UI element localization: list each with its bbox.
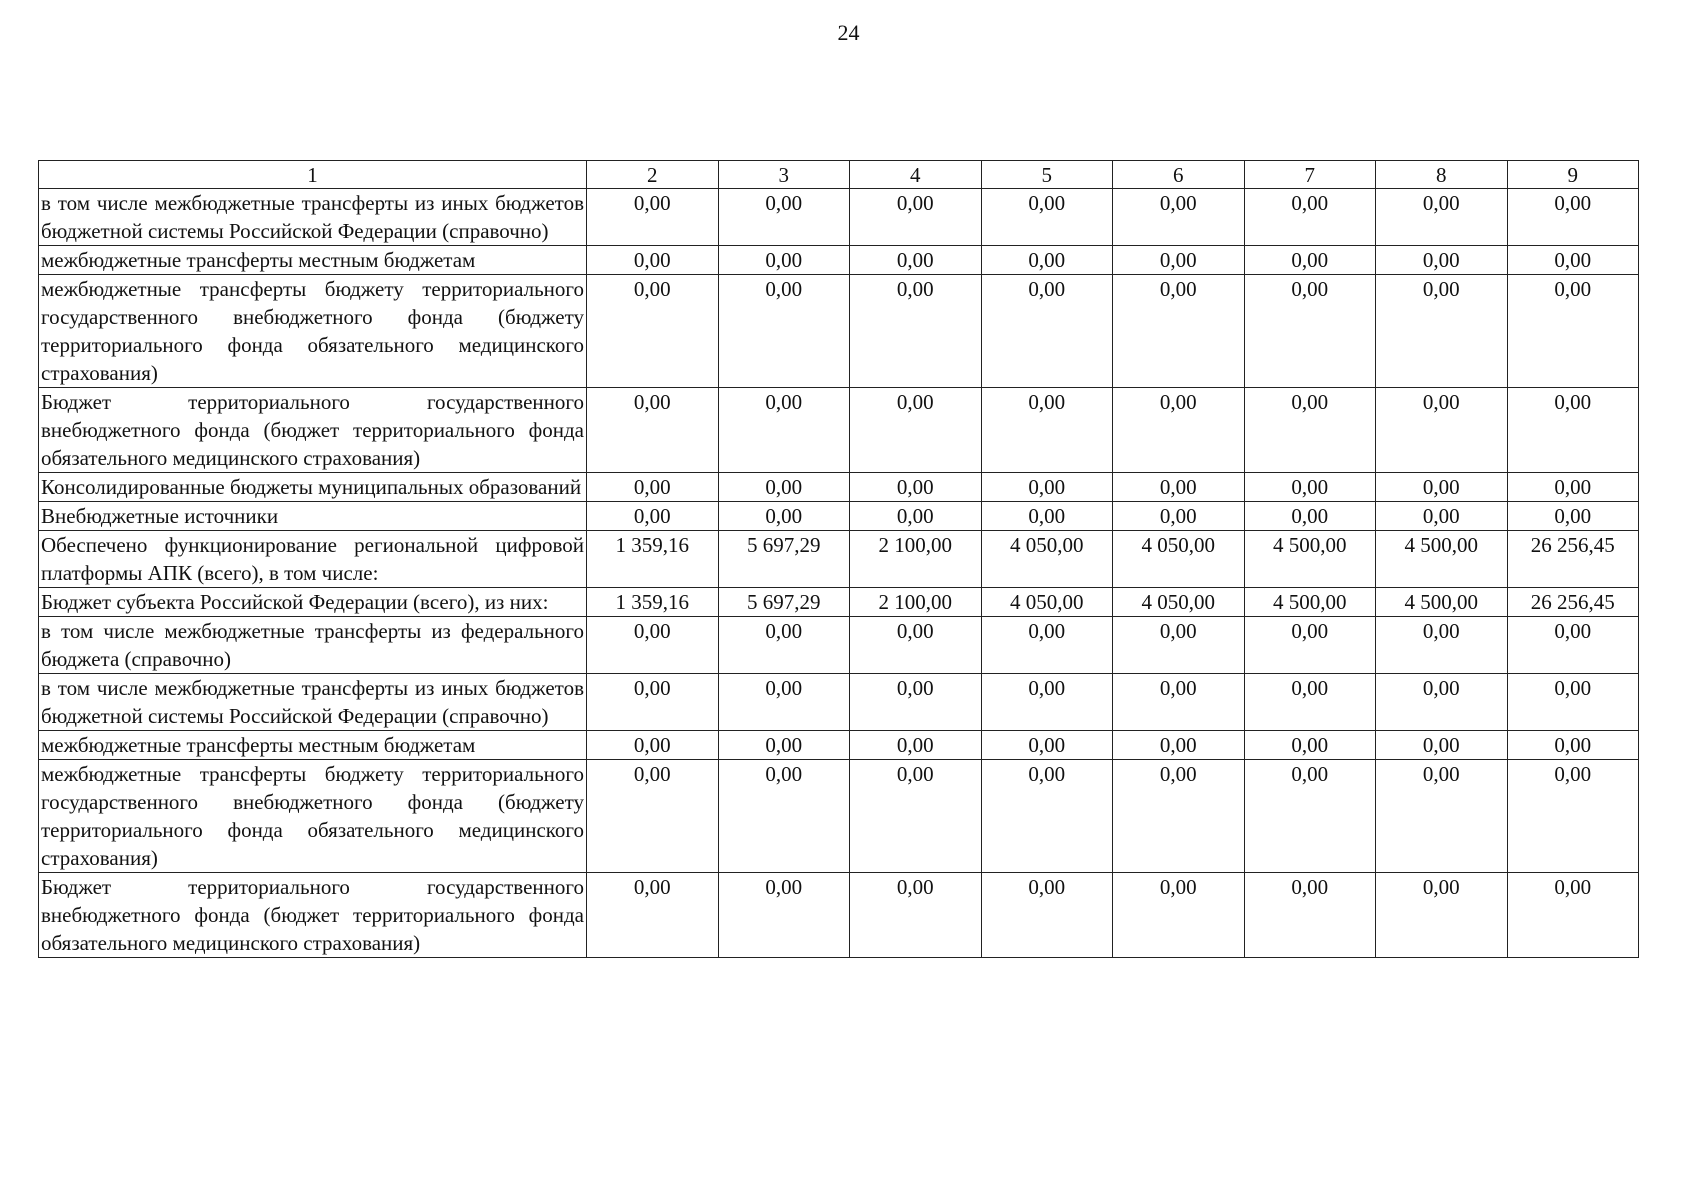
value-cell: 0,00 xyxy=(1113,246,1245,275)
value-cell: 4 050,00 xyxy=(981,531,1113,588)
value-cell: 1 359,16 xyxy=(587,588,719,617)
value-cell: 0,00 xyxy=(587,388,719,473)
value-cell: 0,00 xyxy=(1507,473,1639,502)
table-row xyxy=(39,246,1639,275)
value-cell: 2 100,00 xyxy=(850,588,982,617)
value-cell: 0,00 xyxy=(587,617,719,674)
value-cell: 0,00 xyxy=(1507,760,1639,873)
value-cell: 0,00 xyxy=(981,502,1113,531)
value-cell: 0,00 xyxy=(1507,873,1639,958)
value-cell: 0,00 xyxy=(981,246,1113,275)
column-header: 3 xyxy=(718,161,850,189)
value-cell: 0,00 xyxy=(1376,189,1508,246)
value-cell: 4 050,00 xyxy=(981,588,1113,617)
value-cell: 5 697,29 xyxy=(718,588,850,617)
value-cell: 0,00 xyxy=(718,189,850,246)
table-row xyxy=(39,275,1639,388)
value-cell: 0,00 xyxy=(718,617,850,674)
value-cell: 0,00 xyxy=(587,731,719,760)
value-cell: 0,00 xyxy=(981,731,1113,760)
value-cell: 0,00 xyxy=(1376,246,1508,275)
value-cell: 0,00 xyxy=(1244,873,1376,958)
value-cell: 0,00 xyxy=(850,760,982,873)
value-cell: 0,00 xyxy=(850,388,982,473)
value-cell: 0,00 xyxy=(1376,731,1508,760)
value-cell: 0,00 xyxy=(1244,760,1376,873)
value-cell: 4 500,00 xyxy=(1244,588,1376,617)
value-cell: 0,00 xyxy=(850,674,982,731)
value-cell: 0,00 xyxy=(1507,502,1639,531)
value-cell: 0,00 xyxy=(981,388,1113,473)
value-cell: 0,00 xyxy=(587,873,719,958)
value-cell: 0,00 xyxy=(1244,473,1376,502)
value-cell: 0,00 xyxy=(850,473,982,502)
table-row xyxy=(39,473,1639,502)
value-cell: 4 500,00 xyxy=(1376,588,1508,617)
column-header: 9 xyxy=(1507,161,1639,189)
column-header: 6 xyxy=(1113,161,1245,189)
value-cell: 0,00 xyxy=(718,760,850,873)
row-label: в том числе межбюджетные трансферты из иных бюджетов бюджетной системы Российской Федерации (справочно) xyxy=(39,674,587,731)
value-cell: 0,00 xyxy=(1507,189,1639,246)
row-label: в том числе межбюджетные трансферты из иных бюджетов бюджетной системы Российской Федерации (справочно) xyxy=(39,189,587,246)
row-label: Внебюджетные источники xyxy=(39,502,587,531)
value-cell: 0,00 xyxy=(1507,674,1639,731)
value-cell: 0,00 xyxy=(1376,674,1508,731)
table-row xyxy=(39,388,1639,473)
value-cell: 0,00 xyxy=(981,275,1113,388)
value-cell: 0,00 xyxy=(718,388,850,473)
value-cell: 0,00 xyxy=(981,760,1113,873)
table-row xyxy=(39,588,1639,617)
column-header: 8 xyxy=(1376,161,1508,189)
column-header: 5 xyxy=(981,161,1113,189)
value-cell: 4 050,00 xyxy=(1113,531,1245,588)
table-row xyxy=(39,731,1639,760)
row-label: Бюджет территориального государственного внебюджетного фонда (бюджет территориального фонда обязательного медицинского страхования) xyxy=(39,388,587,473)
value-cell: 0,00 xyxy=(1113,873,1245,958)
table-row xyxy=(39,760,1639,873)
value-cell: 0,00 xyxy=(850,731,982,760)
column-header: 7 xyxy=(1244,161,1376,189)
value-cell: 0,00 xyxy=(1244,674,1376,731)
value-cell: 4 500,00 xyxy=(1376,531,1508,588)
value-cell: 0,00 xyxy=(587,473,719,502)
value-cell: 0,00 xyxy=(1113,502,1245,531)
value-cell: 0,00 xyxy=(1113,617,1245,674)
value-cell: 4 500,00 xyxy=(1244,531,1376,588)
value-cell: 0,00 xyxy=(981,473,1113,502)
value-cell: 1 359,16 xyxy=(587,531,719,588)
row-label: Обеспечено функционирование региональной цифровой платформы АПК (всего), в том числе: xyxy=(39,531,587,588)
value-cell: 0,00 xyxy=(1507,388,1639,473)
value-cell: 0,00 xyxy=(1113,731,1245,760)
value-cell: 26 256,45 xyxy=(1507,531,1639,588)
value-cell: 0,00 xyxy=(718,731,850,760)
value-cell: 0,00 xyxy=(718,674,850,731)
row-label: межбюджетные трансферты местным бюджетам xyxy=(39,731,587,760)
table-row xyxy=(39,873,1639,958)
column-header: 1 xyxy=(39,161,587,189)
value-cell: 0,00 xyxy=(1376,873,1508,958)
value-cell: 2 100,00 xyxy=(850,531,982,588)
value-cell: 0,00 xyxy=(850,275,982,388)
row-label: межбюджетные трансферты бюджету территориального государственного внебюджетного фонда (бюджету территориального фонда обязательного медицинского страхования) xyxy=(39,275,587,388)
value-cell: 0,00 xyxy=(1113,473,1245,502)
row-label: Бюджет территориального государственного внебюджетного фонда (бюджет территориального фонда обязательного медицинского страхования) xyxy=(39,873,587,958)
table-header xyxy=(39,161,1639,189)
value-cell: 0,00 xyxy=(850,617,982,674)
value-cell: 0,00 xyxy=(850,246,982,275)
value-cell: 0,00 xyxy=(1507,246,1639,275)
page-number: 24 xyxy=(837,20,860,45)
value-cell: 0,00 xyxy=(981,873,1113,958)
value-cell: 0,00 xyxy=(1376,275,1508,388)
value-cell: 0,00 xyxy=(1113,674,1245,731)
table-body xyxy=(39,189,1639,958)
value-cell: 0,00 xyxy=(1507,731,1639,760)
table-row xyxy=(39,617,1639,674)
value-cell: 0,00 xyxy=(587,674,719,731)
row-label: межбюджетные трансферты бюджету территориального государственного внебюджетного фонда (бюджету территориального фонда обязательного медицинского страхования) xyxy=(39,760,587,873)
value-cell: 0,00 xyxy=(718,502,850,531)
value-cell: 0,00 xyxy=(1376,388,1508,473)
value-cell: 0,00 xyxy=(1376,760,1508,873)
table-row xyxy=(39,502,1639,531)
value-cell: 0,00 xyxy=(1376,502,1508,531)
value-cell: 0,00 xyxy=(981,674,1113,731)
value-cell: 26 256,45 xyxy=(1507,588,1639,617)
value-cell: 0,00 xyxy=(1507,617,1639,674)
value-cell: 0,00 xyxy=(1244,189,1376,246)
value-cell: 0,00 xyxy=(1113,388,1245,473)
column-header: 4 xyxy=(850,161,982,189)
value-cell: 0,00 xyxy=(587,189,719,246)
header-row xyxy=(39,161,1639,189)
row-label: Консолидированные бюджеты муниципальных образований xyxy=(39,473,587,502)
value-cell: 0,00 xyxy=(850,502,982,531)
value-cell: 5 697,29 xyxy=(718,531,850,588)
value-cell: 0,00 xyxy=(981,189,1113,246)
value-cell: 0,00 xyxy=(1113,760,1245,873)
value-cell: 0,00 xyxy=(1244,388,1376,473)
value-cell: 0,00 xyxy=(718,873,850,958)
table-row xyxy=(39,189,1639,246)
value-cell: 0,00 xyxy=(981,617,1113,674)
value-cell: 0,00 xyxy=(718,473,850,502)
value-cell: 0,00 xyxy=(1244,275,1376,388)
table-row xyxy=(39,674,1639,731)
value-cell: 0,00 xyxy=(587,246,719,275)
row-label: Бюджет субъекта Российской Федерации (всего), из них: xyxy=(39,588,587,617)
value-cell: 0,00 xyxy=(850,189,982,246)
value-cell: 0,00 xyxy=(1113,275,1245,388)
value-cell: 0,00 xyxy=(1113,189,1245,246)
value-cell: 0,00 xyxy=(1244,617,1376,674)
budget-table xyxy=(38,160,1639,958)
value-cell: 0,00 xyxy=(1244,246,1376,275)
value-cell: 0,00 xyxy=(1376,473,1508,502)
value-cell: 0,00 xyxy=(1507,275,1639,388)
value-cell: 0,00 xyxy=(587,502,719,531)
row-label: межбюджетные трансферты местным бюджетам xyxy=(39,246,587,275)
table-row xyxy=(39,531,1639,588)
column-header: 2 xyxy=(587,161,719,189)
value-cell: 4 050,00 xyxy=(1113,588,1245,617)
value-cell: 0,00 xyxy=(850,873,982,958)
value-cell: 0,00 xyxy=(587,760,719,873)
value-cell: 0,00 xyxy=(1376,617,1508,674)
value-cell: 0,00 xyxy=(1244,731,1376,760)
value-cell: 0,00 xyxy=(718,246,850,275)
row-label: в том числе межбюджетные трансферты из федерального бюджета (справочно) xyxy=(39,617,587,674)
value-cell: 0,00 xyxy=(718,275,850,388)
value-cell: 0,00 xyxy=(587,275,719,388)
value-cell: 0,00 xyxy=(1244,502,1376,531)
